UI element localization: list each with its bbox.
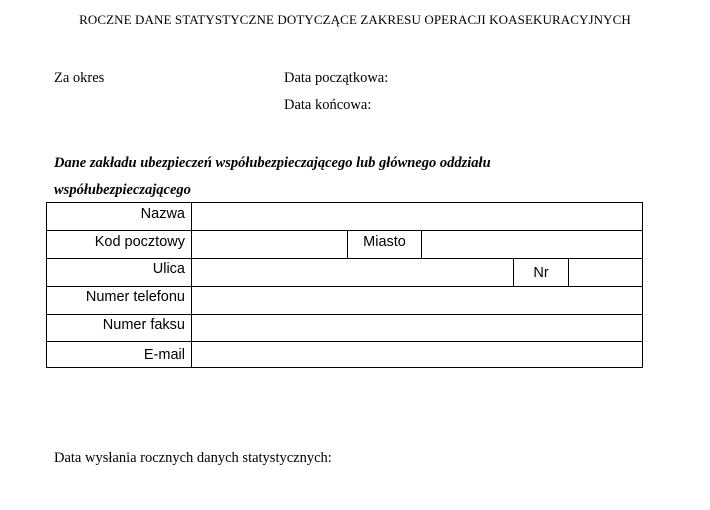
period-label: Za okres <box>54 70 105 86</box>
email-field[interactable] <box>192 342 642 367</box>
table-row-street <box>47 259 642 287</box>
name-label: Nazwa <box>47 203 192 230</box>
postal-code-field[interactable] <box>192 231 348 258</box>
insurer-data-table <box>46 202 643 368</box>
end-date-label: Data końcowa: <box>284 97 372 113</box>
section-heading <box>54 150 654 204</box>
table-row-email <box>47 342 642 367</box>
table-row-phone <box>47 287 642 315</box>
city-label-cell <box>348 231 422 258</box>
number-field[interactable] <box>569 259 642 286</box>
street-label: Ulica <box>47 259 192 286</box>
name-field[interactable] <box>192 203 642 230</box>
email-label: E-mail <box>47 342 192 367</box>
fax-field[interactable] <box>192 315 642 341</box>
table-row-name <box>47 203 642 231</box>
phone-field[interactable] <box>192 287 642 314</box>
fax-label: Numer faksu <box>47 315 192 341</box>
city-label: Miasto <box>363 234 406 250</box>
city-field[interactable] <box>422 231 642 258</box>
start-date-label: Data początkowa: <box>284 70 389 86</box>
phone-label: Numer telefonu <box>47 287 192 314</box>
street-field[interactable] <box>192 259 514 286</box>
section-heading-line-1: Dane zakładu ubezpieczeń współubezpieczającego lub głównego oddziału <box>54 155 491 171</box>
table-row-fax <box>47 315 642 342</box>
number-label-cell <box>514 259 569 286</box>
postal-code-label: Kod pocztowy <box>47 231 192 258</box>
number-label: Nr <box>533 265 549 281</box>
page-title: ROCZNE DANE STATYSTYCZNE DOTYCZĄCE ZAKRESU OPERACJI KOASEKURACYJNYCH <box>79 12 631 27</box>
sent-date-label: Data wysłania rocznych danych statystycznych: <box>54 450 332 466</box>
table-row-postal <box>47 231 642 259</box>
section-heading-line-2: współubezpieczającego <box>54 182 191 198</box>
